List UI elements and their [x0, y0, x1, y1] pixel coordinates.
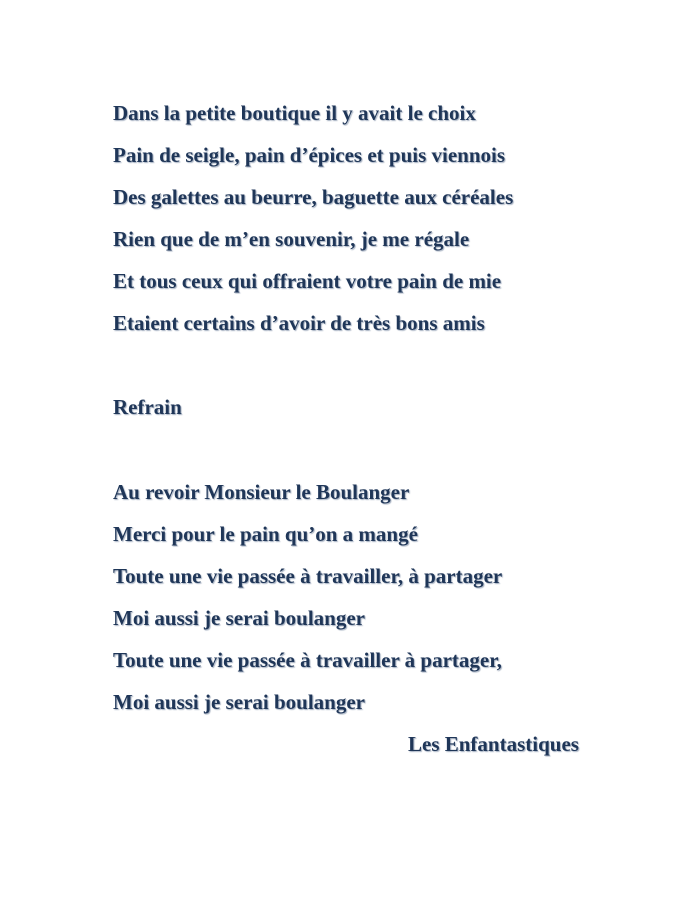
- verse-line-5: Et tous ceux qui offraient votre pain de mie: [113, 269, 502, 293]
- refrain-line-1: Au revoir Monsieur le Boulanger: [113, 480, 410, 504]
- author-signature: Les Enfantastiques: [408, 732, 579, 756]
- refrain-line-5: Toute une vie passée à travailler à partager,: [113, 648, 502, 672]
- verse-line-4: Rien que de m’en souvenir, je me régale: [113, 227, 470, 251]
- verse-line-6: Etaient certains d’avoir de très bons amis: [113, 311, 485, 335]
- refrain-line-4: Moi aussi je serai boulanger: [113, 606, 365, 630]
- refrain-line-6: Moi aussi je serai boulanger: [113, 690, 365, 714]
- refrain-line-3: Toute une vie passée à travailler, à partager: [113, 564, 503, 588]
- refrain-heading: Refrain: [113, 395, 182, 419]
- verse-line-1: Dans la petite boutique il y avait le choix: [113, 101, 476, 125]
- verse-line-3: Des galettes au beurre, baguette aux céréales: [113, 185, 514, 209]
- refrain-line-2: Merci pour le pain qu’on a mangé: [113, 522, 418, 546]
- verse-line-2: Pain de seigle, pain d’épices et puis viennois: [113, 143, 506, 167]
